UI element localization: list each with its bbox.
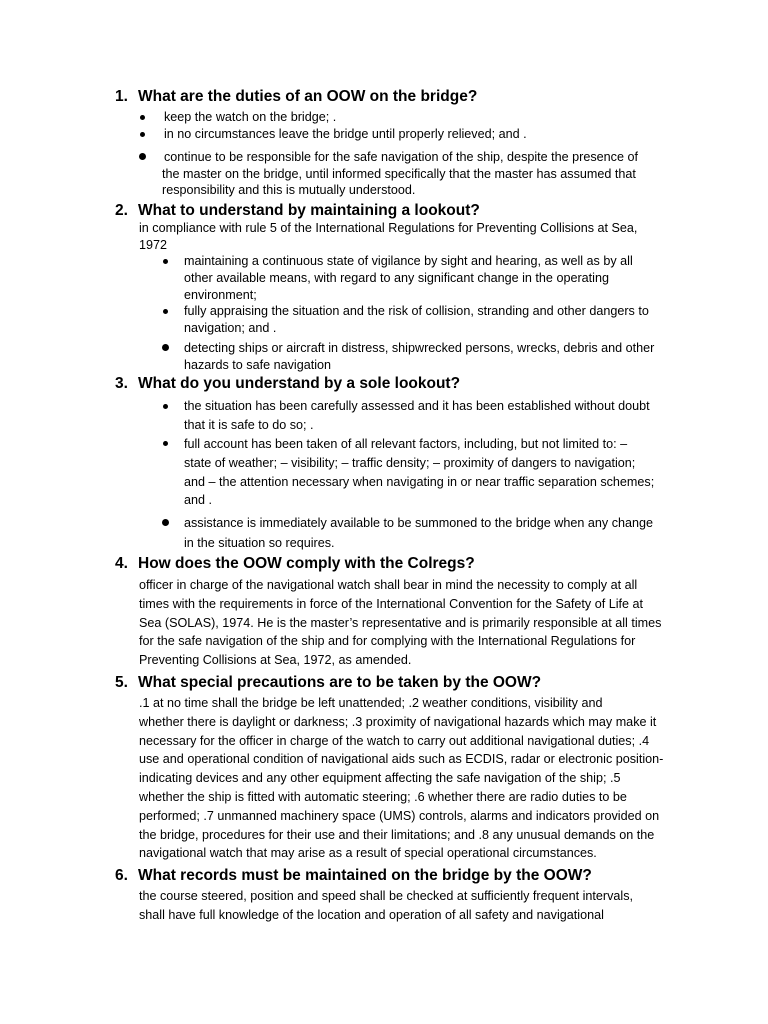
q5-answer: .1 at no time shall the bridge be left unattended; .2 weather conditions, visibility and whether there is daylight or darkness; .3 proximity of navigational hazards which may make it necessary for the officer in charge of the watch to carry out additional navigational duties; .4 use and operational condition of navigational aids such as ECDIS, radar or electronic position- indicating devices and any other equipment affecting the safe navigation of the ship; .5 whether the ship is fitted with automatic steering; .6 whether there are radio duties to be performed; .7 unmanned machinery space (UMS) controls, alarms and indicators provided on the bridge, procedures for their use and their limitations; and .8 any unusual demands on the navigational watch that may arise as a result of special operational circumstances. — [139, 696, 664, 861]
question-title: What do you understand by a sole lookout? — [138, 375, 461, 392]
q3-bullet-1: the situation has been carefully assessed and it has been established without doubt that it is safe to do so; . — [184, 399, 650, 432]
question-6-heading — [115, 866, 705, 885]
question-title: How does the OOW comply with the Colregs? — [138, 555, 475, 572]
bullet-icon — [163, 404, 168, 409]
question-title: What special precautions are to be taken by the OOW? — [138, 674, 542, 691]
question-title: What are the duties of an OOW on the bridge? — [138, 88, 478, 105]
question-3-heading — [115, 374, 705, 393]
q6-answer: the course steered, position and speed shall be checked at sufficiently frequent intervals, shall have full knowledge of the location and operation of all safety and navigational — [139, 889, 634, 922]
question-number: 1. — [115, 88, 128, 105]
question-number: 4. — [115, 555, 128, 572]
bullet-icon — [163, 259, 168, 264]
question-title: What to understand by maintaining a lookout? — [138, 202, 480, 219]
question-4-heading — [115, 554, 705, 573]
q1-bullet-2: in no circumstances leave the bridge until properly relieved; and . — [164, 127, 527, 141]
q1-bullet-3: continue to be responsible for the safe navigation of the ship, despite the presence of the master on the bridge, until informed specifically that the master has assumed that responsibility and this is mutually understood. — [162, 150, 638, 197]
question-number: 2. — [115, 202, 128, 219]
bullet-icon — [140, 132, 145, 137]
bullet-icon — [140, 115, 145, 120]
q2-bullet-3: detecting ships or aircraft in distress, shipwrecked persons, wrecks, debris and other hazards to safe navigation — [184, 341, 655, 372]
q1-bullet-1: keep the watch on the bridge; . — [164, 110, 337, 124]
question-number: 5. — [115, 674, 128, 691]
question-number: 6. — [115, 867, 128, 884]
q2-bullet-1: maintaining a continuous state of vigilance by sight and hearing, as well as by all other available means, with regard to any significant change in the operating environment; — [184, 254, 633, 302]
q3-bullet-2: full account has been taken of all relevant factors, including, but not limited to: – state of weather; – visibility; – traffic density; – proximity of dangers to navigation; and – the attention necessary when navigating in or near traffic separation schemes; and . — [184, 437, 655, 508]
bullet-icon — [162, 519, 169, 526]
q2-bullet-2: fully appraising the situation and the risk of collision, stranding and other dangers to navigation; and . — [184, 304, 649, 335]
bullet-icon — [162, 344, 169, 351]
q2-intro: in compliance with rule 5 of the International Regulations for Preventing Collisions at Sea, 1972 — [139, 221, 638, 252]
question-2-heading — [115, 201, 705, 220]
bullet-icon — [163, 441, 168, 446]
q4-answer: officer in charge of the navigational watch shall bear in mind the necessity to comply at all times with the requirements in force of the International Convention for the Safety of Life at Sea (SOLAS), 1974. He is the master’s representative and is primarily responsible at all times for the safe navigation of the ship and for complying with the International Regulations for Preventing Collisions at Sea, 1972, as amended. — [139, 578, 662, 668]
q3-bullet-3: assistance is immediately available to be summoned to the bridge when any change in the situation so requires. — [184, 516, 654, 550]
question-number: 3. — [115, 375, 128, 392]
bullet-icon — [139, 153, 146, 160]
question-5-heading — [115, 673, 705, 692]
question-1-heading — [115, 87, 705, 106]
question-title: What records must be maintained on the bridge by the OOW? — [138, 867, 592, 884]
bullet-icon — [163, 309, 168, 314]
